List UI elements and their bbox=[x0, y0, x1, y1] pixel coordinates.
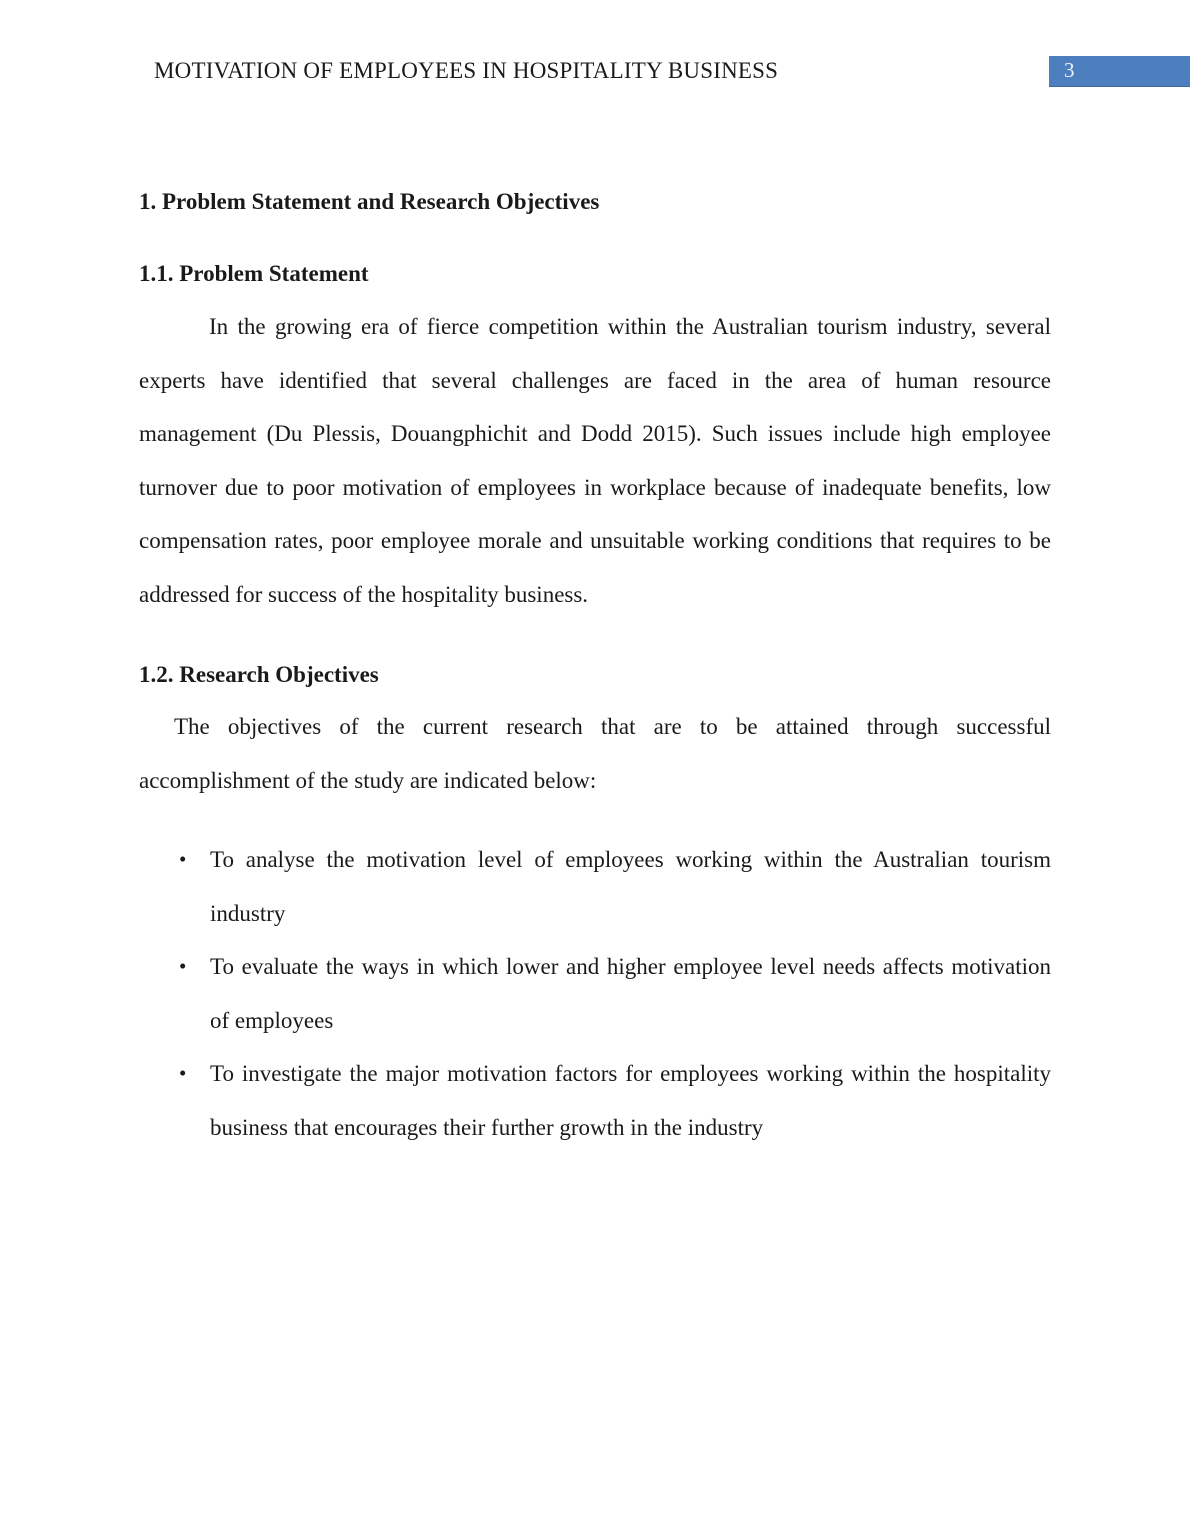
subsection-heading-problem-statement: 1.1. Problem Statement bbox=[139, 261, 369, 286]
list-item bbox=[179, 940, 1051, 1047]
paragraph-problem-statement: In the growing era of fierce competition within the Australian tourism industry, several experts have identified that several challenges are faced in the area of human resource management (Du Plessis, Douangphichit and Dodd 2015). Such issues include high employee turnover due to poor motivation of employees in workplace because of inadequate benefits, low compensation rates, poor employee morale and unsuitable working conditions that requires to be addressed for success of the hospitality business. bbox=[139, 314, 1051, 607]
list-item-text: To evaluate the ways in which lower and higher employee level needs affects motivation of employees bbox=[210, 954, 1051, 1033]
list-item-text: To analyse the motivation level of employees working within the Australian tourism industry bbox=[210, 847, 1051, 926]
list-item bbox=[179, 833, 1051, 940]
document-body bbox=[139, 0, 1051, 1154]
subsection-heading-research-objectives: 1.2. Research Objectives bbox=[139, 662, 379, 687]
page-number: 3 bbox=[1064, 58, 1075, 82]
objectives-bullet-list bbox=[139, 833, 1051, 1154]
section-heading-problem-statement-and-research-objectives: 1. Problem Statement and Research Objectives bbox=[139, 189, 600, 214]
bullet-icon: • bbox=[179, 847, 187, 871]
bullet-icon: • bbox=[179, 954, 187, 978]
running-head: MOTIVATION OF EMPLOYEES IN HOSPITALITY BUSINESS bbox=[154, 58, 779, 83]
list-item bbox=[179, 1047, 1051, 1154]
bullet-icon: • bbox=[179, 1061, 187, 1085]
page-number-box bbox=[1049, 56, 1190, 87]
list-item-text: To investigate the major motivation factors for employees working within the hospitality business that encourages their further growth in the industry bbox=[210, 1061, 1051, 1140]
paragraph-research-objectives-intro: The objectives of the current research that are to be attained through successful accomplishment of the study are indicated below: bbox=[139, 714, 1051, 793]
